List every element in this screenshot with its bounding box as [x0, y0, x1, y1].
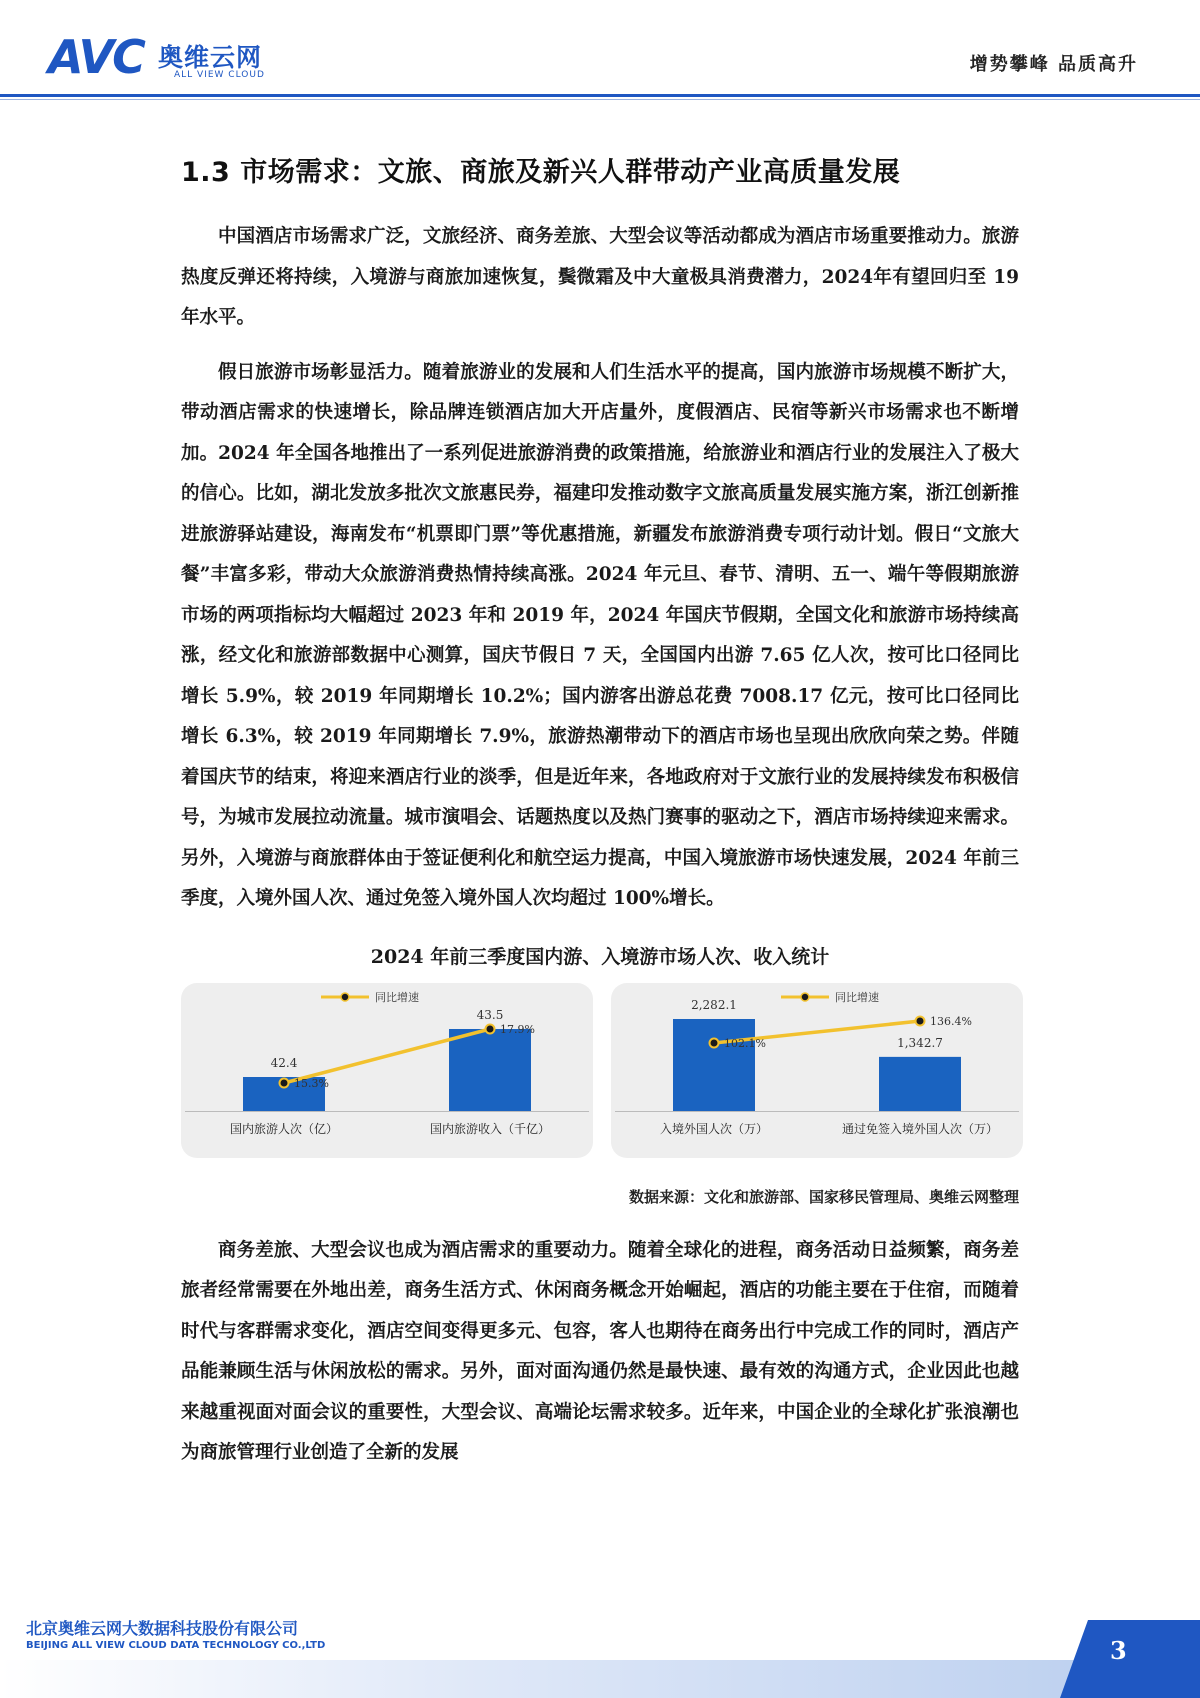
bar-value-label-1: 1,342.7 [897, 1035, 943, 1050]
legend-marker [341, 993, 349, 1001]
chart-title: 2024 年前三季度国内游、入境游市场人次、收入统计 [370, 945, 830, 968]
category-label-0: 国内旅游人次（亿） [229, 1121, 339, 1136]
footer-company-cn: 北京奥维云网大数据科技股份有限公司 [26, 1619, 299, 1638]
charts-container [181, 983, 1019, 1158]
chart-panel-inbound [611, 983, 1023, 1158]
page-number-tab [1060, 1620, 1200, 1698]
bar-1 [449, 1029, 531, 1111]
growth-point-0 [280, 1078, 289, 1087]
chart-inbound-tourism [611, 983, 1023, 1158]
growth-point-0 [710, 1038, 719, 1047]
bar-value-label-0: 2,282.1 [691, 997, 737, 1012]
footer-band [0, 1660, 1200, 1698]
header-divider-thin [0, 99, 1200, 100]
category-label-0: 入境外国人次（万） [659, 1121, 769, 1136]
chart-panel-domestic [181, 983, 593, 1158]
page-header [0, 0, 1200, 100]
main-content [181, 150, 1019, 1488]
growth-label-1: 136.4% [930, 1014, 972, 1028]
growth-label-0: 15.3% [294, 1076, 329, 1090]
footer-company-en: BEIJING ALL VIEW CLOUD DATA TECHNOLOGY CO.,LTD [26, 1640, 326, 1651]
category-label-1: 通过免签入境外国人次（万） [841, 1121, 999, 1136]
growth-label-1: 17.9% [500, 1022, 535, 1036]
logo-mark: AVC [48, 30, 144, 84]
bar-1 [879, 1056, 961, 1110]
bar-0 [673, 1019, 755, 1111]
growth-point-1 [486, 1024, 495, 1033]
logo-name-en: ALL VIEW CLOUD [174, 70, 265, 80]
header-slogan: 增势攀峰 品质高升 [969, 54, 1138, 75]
page-footer [0, 1600, 1200, 1698]
paragraph-1: 中国酒店市场需求广泛，文旅经济、商务差旅、大型会议等活动都成为酒店市场重要推动力。旅游热度反弹还将持续，入境游与商旅加速恢复，鬓微霜及中大童极具消费潜力，2024年有望回归至 19 年水平。 [181, 226, 1019, 328]
bar-value-label-0: 42.4 [270, 1055, 298, 1070]
header-divider [0, 94, 1200, 97]
legend-marker [801, 993, 809, 1001]
paragraph-2: 假日旅游市场彰显活力。随着旅游业的发展和人们生活水平的提高，国内旅游市场规模不断扩大，带动酒店需求的快速增长，除品牌连锁酒店加大开店量外，度假酒店、民宿等新兴市场需求也不断增加。2024 年全国各地推出了一系列促进旅游消费的政策措施，给旅游业和酒店行业的发展注入了极大的信心。比如，湖北发放多批次文旅惠民券，福建印发推动数字文旅高质量发展实施方案，浙江创新推进旅游驿站建设，海南发布“机票即门票”等优惠措施，新疆发布旅游消费专项行动计划。假日“文旅大餐”丰富多彩，带动大众旅游消费热情持续高涨。2024 年元旦、春节、清明、五一、端午等假期旅游市场的两项指标均大幅超过 2023 年和 2019 年，2024 年国庆节假期，全国文化和旅游市场持续高涨，经文化和旅游部数据中心测算，国庆节假日 7 天，全国国内出游 7.65 亿人次，按可比口径同比增长 5.9%，较 2019 年同期增长 10.2%；国内游客出游总花费 7008.17 亿元，按可比口径同比增长 6.3%，较 2019 年同期增长 7.9%，旅游热潮带动下的酒店市场也呈现出欣欣向荣之势。伴随着国庆节的结束，将迎来酒店行业的淡季，但是近年来，各地政府对于文旅行业的发展持续发布积极信号，为城市发展拉动流量。城市演唱会、话题热度以及热门赛事的驱动之下，酒店市场持续迎来需求。另外，入境游与商旅群体由于签证便利化和航空运力提高，中国入境旅游市场快速发展，2024 年前三季度，入境外国人次、通过免签入境外国人次均超过 100%增长。 [181, 361, 1019, 909]
category-label-1: 国内旅游收入（千亿） [429, 1121, 551, 1136]
section-title: 1.3 市场需求：文旅、商旅及新兴人群带动产业高质量发展 [181, 157, 901, 188]
legend-label: 同比增速 [375, 990, 419, 1004]
legend-label: 同比增速 [835, 990, 879, 1004]
page-number: 3 [1110, 1636, 1127, 1665]
growth-label-0: 102.1% [724, 1036, 766, 1050]
chart-domestic-tourism [181, 983, 593, 1158]
data-source: 数据来源：文化和旅游部、国家移民管理局、奥维云网整理 [628, 1187, 1019, 1206]
growth-point-1 [916, 1016, 925, 1025]
logo-name-cn: 奥维云网 [158, 43, 263, 72]
paragraph-3: 商务差旅、大型会议也成为酒店需求的重要动力。随着全球化的进程，商务活动日益频繁，商务差旅者经常需要在外地出差，商务生活方式、休闲商务概念开始崛起，酒店的功能主要在于住宿，而随着时代与客群需求变化，酒店空间变得更多元、包容，客人也期待在商务出行中完成工作的同时，酒店产品能兼顾生活与休闲放松的需求。另外，面对面沟通仍然是最快速、最有效的沟通方式，企业因此也越来越重视面对面会议的重要性，大型会议、高端论坛需求较多。近年来，中国企业的全球化扩张浪潮也为商旅管理行业创造了全新的发展 [181, 1239, 1019, 1463]
bar-value-label-1: 43.5 [476, 1007, 504, 1022]
company-logo [48, 30, 298, 84]
